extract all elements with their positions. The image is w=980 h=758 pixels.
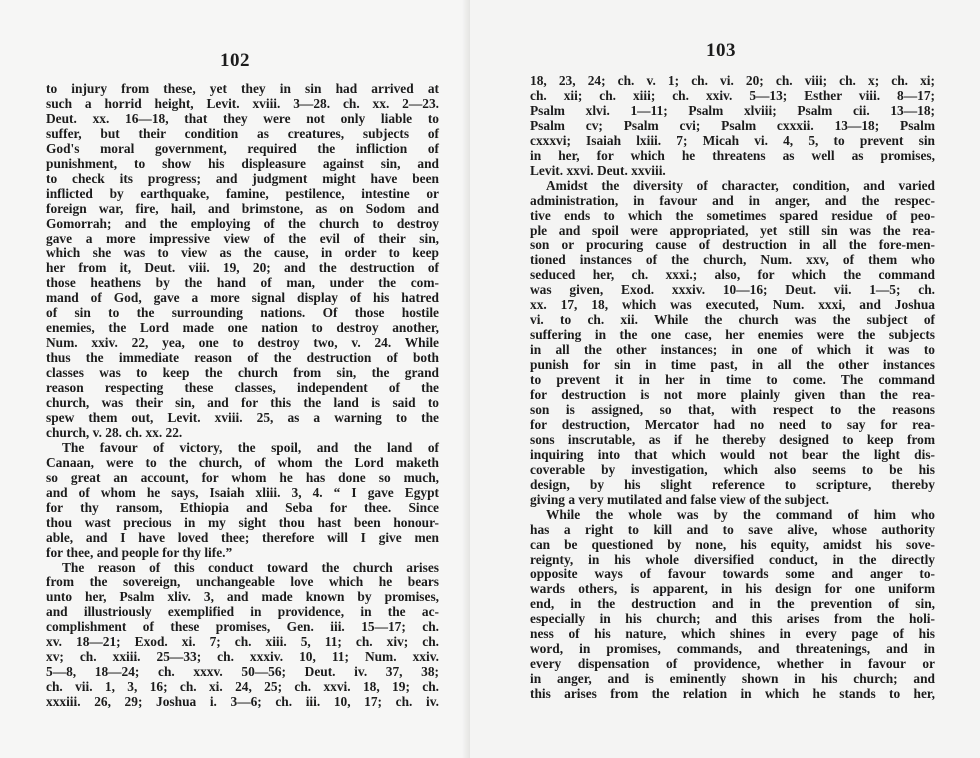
text-line: especially in his church; and this arises from the holi- — [530, 611, 935, 627]
text-line: for destruction, Mercator had no need to say for rea- — [530, 416, 935, 432]
text-line: xxxiii. 26, 29; Joshua i. 3—6; ch. iii. 10, 17; ch. iv. — [46, 694, 439, 710]
text-line: xx. 17, 18, which was executed, Num. xxxi, and Joshua — [530, 297, 935, 313]
text-line: son or procuring cause of destruction in all the fore-men- — [530, 237, 935, 253]
page-number: 103 — [706, 40, 736, 61]
text-line: church, v. 28. ch. xx. 22. — [46, 424, 183, 440]
text-line: has a right to kill and to save alive, whose authority — [530, 521, 935, 537]
text-line: giving a very mutilated and false view of the subject. — [530, 491, 830, 507]
text-line: church, was their sin, and for this the land is said to — [46, 395, 439, 411]
text-line: xv; ch. xxiii. 25—33; ch. xxxiv. 10, 11; Num. xxiv. — [46, 649, 439, 665]
text-line: for destruction is not more plainly given than the rea- — [530, 387, 935, 403]
text-line: thus the immediate reason of the destruction of both — [46, 350, 439, 366]
text-line: for thy ransom, Ethiopia and Seba for thee. Since — [46, 499, 439, 515]
right-page — [470, 0, 980, 758]
text-line: son is assigned, so that, with respect to the reasons — [530, 401, 935, 417]
text-line: every dispensation of providence, whether in favour or — [530, 656, 935, 672]
text-line: suffer, but their condition as creatures, subjects of — [46, 125, 439, 141]
text-line: gave a more impressive view of the evil of their sin, — [46, 230, 439, 246]
text-line: Gomorrah; and the employing of the church to destroy — [46, 215, 439, 231]
text-line: 5—8, 18—24; ch. xxxv. 50—56; Deut. iv. 37, 38; — [46, 664, 439, 680]
text-line: design, by his slight reference to scripture, thereby — [530, 476, 935, 492]
text-line: word, in promises, commands, and threatenings, and in — [530, 641, 935, 657]
text-line: inquiring into that which would not bear the light dis- — [530, 446, 935, 462]
text-line: ple and spoil were appropriated, yet still sin was the rea- — [530, 222, 935, 238]
text-column — [46, 82, 439, 710]
text-line: in all the other instances; in one of which it was to — [530, 342, 935, 358]
text-line: from the sovereign, unchangeable love which he bears — [46, 574, 439, 590]
text-line: While the whole was by the command of him who — [546, 506, 935, 522]
text-line: was given, Exod. xxxiv. 10—16; Deut. vii. 1—5; ch. — [530, 282, 935, 298]
text-line: Canaan, were to the church, of whom the Lord maketh — [46, 454, 439, 470]
text-line: to prevent it in her in time to come. The command — [530, 372, 935, 388]
text-line: to injury from these, yet they in sin had arrived at — [46, 81, 439, 96]
text-line: Psalm xlvi. 1—11; Psalm xlviii; Psalm cii. 13—18; — [530, 102, 935, 118]
text-line: tioned instances of the church, Num. xxv, of them who — [530, 252, 935, 268]
text-line: suffering in the one case, her enemies were the subjects — [530, 327, 935, 343]
text-line: ch. xii; ch. xiii; ch. xxiv. 5—13; Esther viii. 8—17; — [530, 87, 935, 103]
text-line: opposite ways of favour towards some and anger to- — [530, 566, 935, 582]
text-line: God's moral government, required the infliction of — [46, 140, 439, 156]
text-line: enemies, the Lord made one nation to destroy another, — [46, 320, 439, 336]
text-line: this arises from the relation in which he stands to her, — [530, 686, 935, 702]
text-line: her from it, Deut. viii. 19, 20; and the destruction of — [46, 260, 439, 276]
text-line: complishment of these promises, Gen. iii. 15—17; ch. — [46, 619, 439, 635]
text-column — [530, 74, 935, 702]
text-line: xv. 18—21; Exod. xi. 7; ch. xiii. 5, 11; ch. xiv; ch. — [46, 634, 439, 650]
text-line: able, and I have loved thee; therefore will I give men — [46, 529, 439, 545]
text-line: seduced her, ch. xxxi.; also, for which the command — [530, 267, 935, 283]
text-line: Amidst the diversity of character, condition, and varied — [546, 177, 935, 193]
text-line: such a horrid height, Levit. xviii. 3—28. ch. xx. 2—23. — [46, 95, 439, 111]
text-line: those heathens by the hand of man, under the com- — [46, 275, 439, 291]
text-line: end, in the destruction and in the prevention of sin, — [530, 596, 935, 612]
text-line: sons inscrutable, as if he thereby designed to keep from — [530, 431, 935, 447]
text-line: reignty, in his whole diversified conduct, in the directly — [530, 551, 935, 567]
text-line: wards others, is apparent, in his design for one uniform — [530, 581, 935, 597]
text-line: ness of his nature, which shines in every page of his — [530, 626, 935, 642]
text-line: Psalm cv; Psalm cvi; Psalm cxxxii. 13—18; Psalm — [530, 117, 935, 133]
text-line: vi. to ch. xii. While the church was the subject of — [530, 312, 935, 328]
text-line: in anger, and is eminently shown in his church; and — [530, 671, 935, 687]
text-line: which she was to view as the cause, in order to keep — [46, 245, 439, 261]
text-line: tive ends to which the sometimes spared residue of peo- — [530, 207, 935, 223]
left-page — [0, 0, 470, 758]
text-line: foreign war, fire, hail, and brimstone, as on Sodom and — [46, 200, 439, 216]
text-line: inflicted by earthquake, famine, pestilence, intestine or — [46, 185, 439, 201]
text-line: punish for sin in time past, in all the other instances — [530, 357, 935, 373]
text-line: ch. vii. 1, 3, 16; ch. xi. 24, 25; ch. xxvi. 18, 19; ch. — [46, 679, 439, 695]
text-line: mand of God, gave a more signal display of his hatred — [46, 290, 439, 306]
page-number: 102 — [220, 50, 250, 71]
text-line: thou wast precious in my sight thou hast been honour- — [46, 514, 439, 530]
text-line: Deut. xx. 16—18, that they were not only liable to — [46, 110, 439, 126]
text-line: punishment, to show his displeasure against sin, and — [46, 155, 439, 171]
text-line: Num. xxiv. 22, yea, one to destroy two, v. 24. While — [46, 335, 439, 351]
text-line: for thee, and people for thy life.” — [46, 544, 233, 560]
text-line: Levit. xxvi. Deut. xxviii. — [530, 162, 666, 178]
text-line: 18, 23, 24; ch. v. 1; ch. vi. 20; ch. viii; ch. x; ch. xi; — [530, 73, 935, 88]
text-line: reason respecting these classes, independent of the — [46, 380, 439, 396]
text-line: coverable by investigation, which also seems to be his — [530, 461, 935, 477]
text-line: spew them out, Levit. xviii. 25, as a warning to the — [46, 409, 439, 425]
text-line: administration, in favour and in anger, and the respec- — [530, 192, 935, 208]
text-line: so great an account, for whom he has done so much, — [46, 469, 439, 485]
text-line: cxxxvi; Isaiah lxiii. 7; Micah vi. 4, 5, to prevent sin — [530, 132, 935, 148]
text-line: and illustriously exemplified in providence, in the ac- — [46, 604, 439, 620]
text-line: classes was to keep the church from sin, the grand — [46, 365, 439, 381]
text-line: The reason of this conduct toward the church arises — [62, 559, 439, 575]
text-line: in her, for which he threatens as well as promises, — [530, 147, 935, 163]
text-line: The favour of victory, the spoil, and the land of — [62, 439, 439, 455]
text-line: to check its progress; and judgment might have been — [46, 170, 439, 186]
text-line: can be questioned by none, his equity, amidst his sove- — [530, 536, 935, 552]
text-line: unto her, Psalm xliv. 3, and made known by promises, — [46, 589, 439, 605]
text-line: and of whom he says, Isaiah xliii. 3, 4. “ I gave Egypt — [46, 484, 439, 500]
text-line: of sin to the surrounding nations. Of those hostile — [46, 305, 439, 321]
